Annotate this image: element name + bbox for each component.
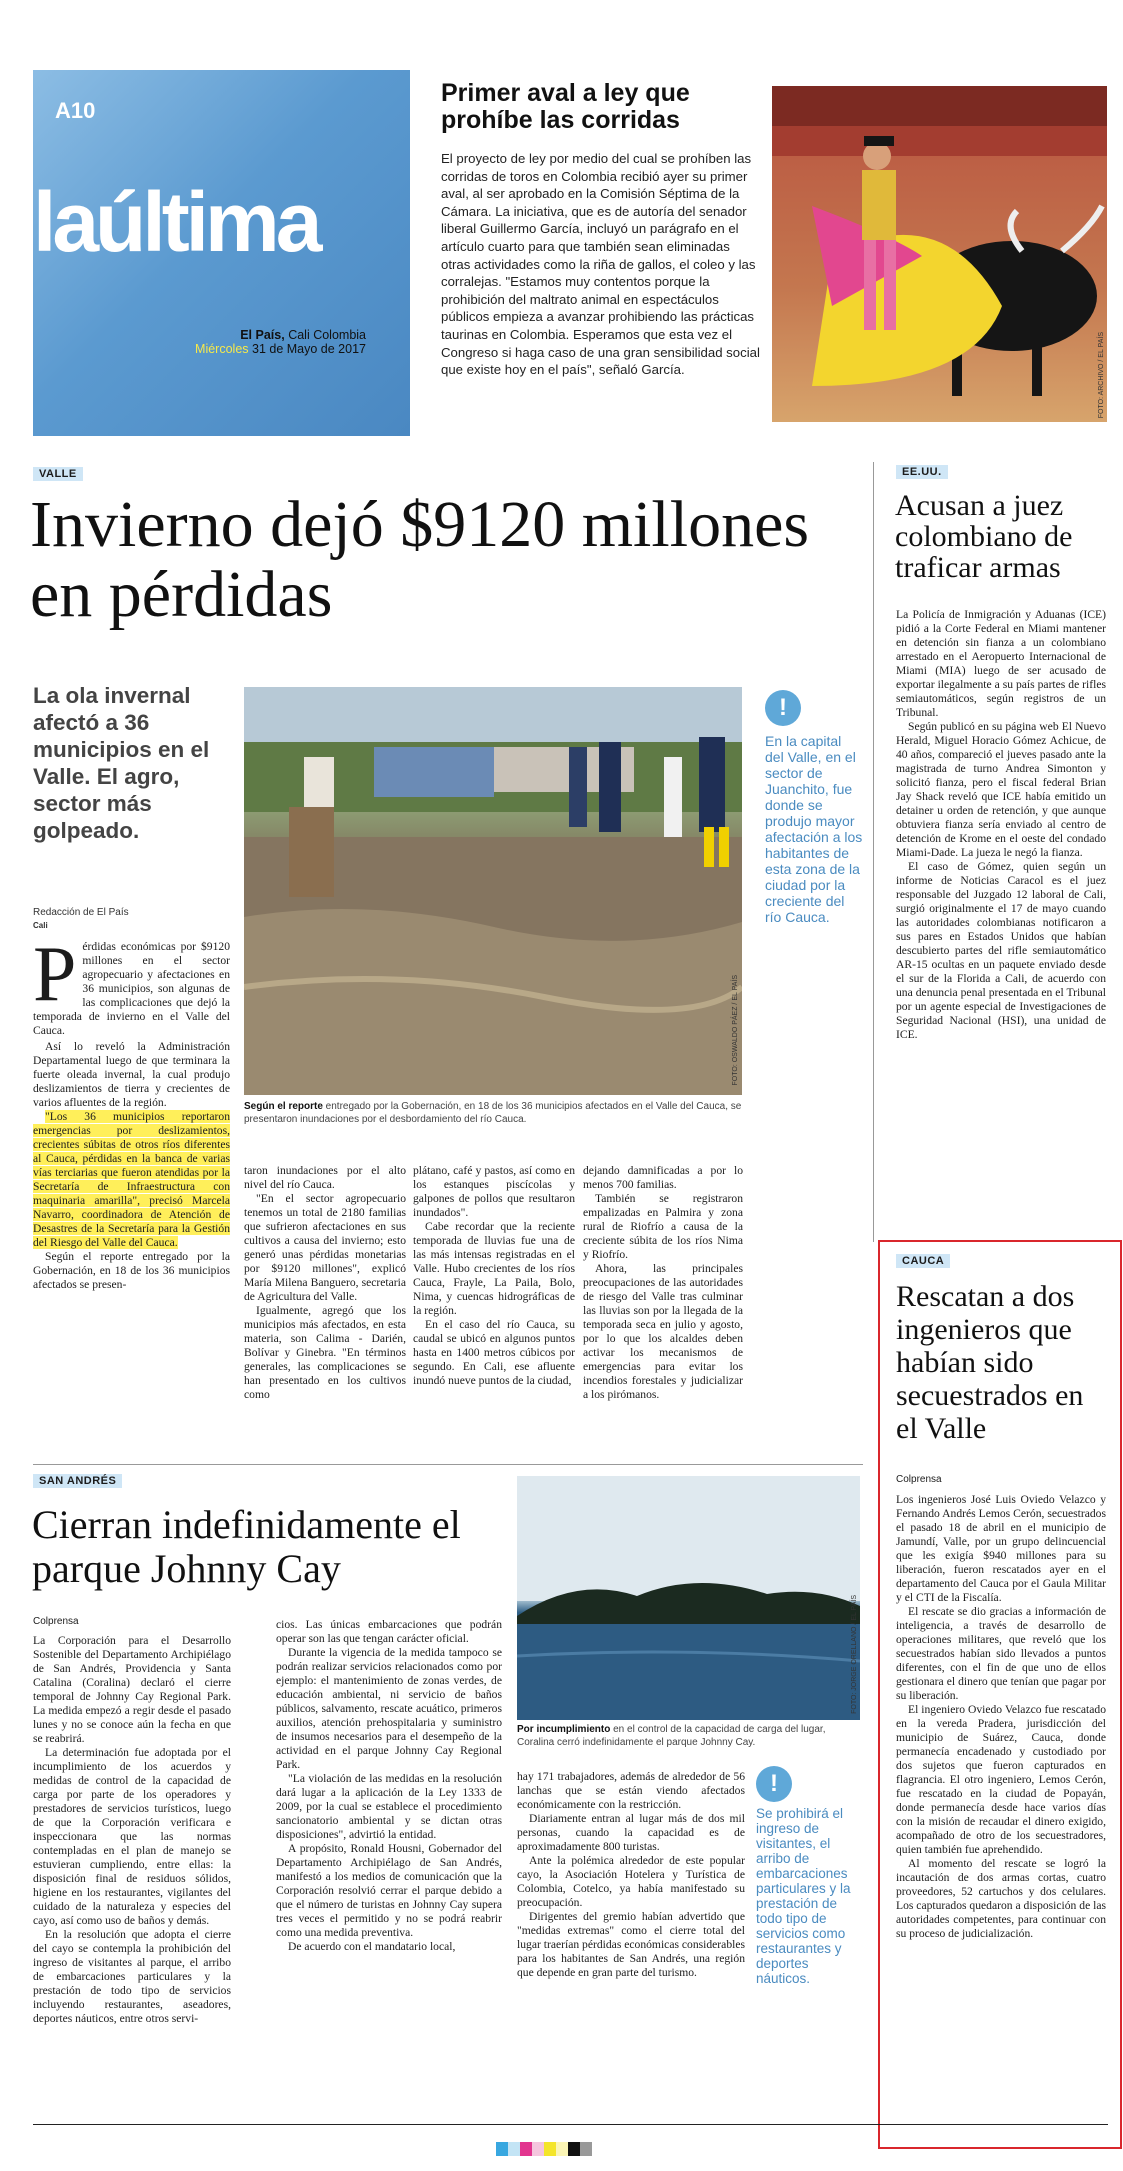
main-col-2 (244, 1164, 406, 1402)
main-byline (33, 906, 129, 932)
cauca-p3: El ingeniero Oviedo Velazco fue rescatado en la vereda Pradera, jurisdicción del municipio de Suárez, Cauca, donde permanecía encadenado y custodiado por dos sujetos que fueron capturados en flagrancia. El otro ingeniero, Lemos Cerón, fue rescatado en la ciudad de Popayán, donde permanecía desde hace varios días con la misión de recaudar el dinero exigido, acompañado de otro de los secuestradores, quien también fue aprehendido. (896, 1703, 1106, 1856)
main-col4-p1: dejando damnificadas a por lo menos 700 familias. (583, 1164, 743, 1191)
main-col2-p2: "En el sector agropecuario tenemos un total de 2180 familias que sufrieron afectaciones en sus cultivos a causa del invierno; esto generó unas pérdidas monetarias por $9120 millones", explicó María Milena Banguero, secretaria de Agricultura del Valle. (244, 1192, 406, 1303)
right-story-body (896, 608, 1106, 1042)
island-caption-text: en el control de la capacidad de carga del lugar, Coralina cerró indefinidamente el parque Johnny Cay. (517, 1724, 826, 1748)
bottom-col-1 (33, 1634, 231, 2026)
byline-city: Cali (33, 921, 48, 930)
bottom-col2-p3: "La violación de las medidas en la resolución dará lugar a la aplicación de la Ley 1333 de 2009, por la cual se establece el procedimiento sancionatorio ambiental y se dictan otras disposiciones", advirtió la entidad. (276, 1772, 502, 1841)
main-col3-p3: En el caso del río Cauca, su caudal se ubicó en algunos puntos hasta en 1400 metros cúbicos por segundo. En Cali, ese afluente inundó nueve puntos de la ciudad, (413, 1318, 575, 1387)
main-col-1 (33, 940, 230, 1292)
island-photo-caption (517, 1724, 860, 1749)
main-col4-p2: También se registraron empalizadas en Palmira y zona rural de Riofrío a causa de la creciente súbita de los ríos Nima y Riofrío. (583, 1192, 743, 1261)
bottom-col2-p4: A propósito, Ronald Housni, Gobernador del Departamento Archipiélago de San Andrés, manifestó a los medios de comunicación que la Corporación resolvió cerrar el parque debido a que el número de turistas en Johnny Cay supera tres veces el permitido y no se podrá reabrir como una medida preventiva. (276, 1842, 502, 1939)
section-divider (33, 1464, 863, 1465)
bottom-col2-p2: Durante la vigencia de la medida tampoco se podrán realizar servicios relacionados como por ejemplo: el mantenimiento de zonas verdes, de educación ambiental, ni servicio de baños públicos, salvamento, rescate acuático, primeros auxilios, atención prehospitalaria y suministro de insumos necesarios para el desempeño de la actividad en el parque Johnny Cay Regional Park. (276, 1646, 502, 1771)
bottom-col3-p3: Ante la polémica alrededor de este popular cayo, la Asociación Hotelera y Turística de Colombia, Cotelco, ya había manifestado su preocupación. (517, 1854, 745, 1909)
top-story-body: El proyecto de ley por medio del cual se prohíben las corridas de toros en Colombia recibió ayer su primer aval, al ser aprobado en la Comisión Séptima de la Cámara. La iniciativa, que es de autoría del senador liberal Guillermo García, incluyó un parágrafo en el artículo cuarto para que también sean eliminadas otras actividades como la riña de gallos, el coleo y las corralejas. "Estamos muy contentos porque la prohibición del maltrato animal en espectáculos públicos empieza a avanzar prohibiendo las prácticas taurinas en Colombia. Esperamos que esta vez el Congreso si haga caso de una gran sensibilidad social que existe hoy en el país", señaló García. (441, 151, 760, 378)
right-p2: Según publicó en su página web El Nuevo Herald, Miguel Horacio Gómez Achicue, de 40 años, compareció el jueves pasado ante la magistrada de turno Andrea Simonton y solicitó fianza, pero el fiscal federal Brian Jay Shack reveló que ICE había emitido un detainer u orden de retención, y que aunque obtuviera fianza sería enviado al centro de detención de Krome en el oeste del condado Miami-Dade. La jueza le negó la fianza. (896, 720, 1106, 859)
city: Cali Colombia (288, 328, 366, 342)
bottom-col3-p4: Dirigentes del gremio habían advertido que "medidas extremas" como el cierre total del lugar traerían pérdidas económicas considerables para los habitantes de San Andrés, una región que depende en gran parte del turismo. (517, 1910, 745, 1979)
main-col-4 (583, 1164, 743, 1402)
island-photo (517, 1476, 860, 1720)
main-col2-p3: Igualmente, agregó que los municipios más afectados, en esta materia, son Calima - Darién, Bolívar y Ginebra. "En términos generales, las complicaciones se han presentado en los cultivos como (244, 1304, 406, 1401)
byline-name: Redacción de El País (33, 907, 129, 918)
island-caption-bold: Por incumplimiento (517, 1724, 611, 1735)
main-deck: La ola invernal afectó a 36 municipios en el Valle. El agro, sector más golpeado. (33, 683, 210, 843)
bottom-col2-p1: cios. Las únicas embarcaciones que podrán operar son las que tengan carácter oficial. (276, 1618, 502, 1645)
flood-photo-caption (244, 1101, 744, 1126)
cauca-p4: Al momento del rescate se logró la incautación de dos armas cortas, cuatro proveedores, 52 cartuchos y dos celulares. Los capturados quedaron a disposición de las autoridades competentes, para continuar con su proceso de judicialización. (896, 1857, 1106, 1940)
cauca-body (896, 1493, 1106, 1941)
info-icon-bottom: ! (756, 1766, 792, 1802)
bottom-col2-p5: De acuerdo con el mandatario local, (288, 1940, 456, 1953)
flood-side-caption: En la capital del Valle, en el sector de Juanchito, fue donde se produjo mayor afectación a los habitantes de esta zona de la ciudad por la creciente del río Cauca. (765, 733, 863, 925)
flood-caption-text: entregado por la Gobernación, en 18 de los 36 municipios afectados en el Valle del Cauca, se presentaron inundaciones por el desbordamiento del río Cauca. (244, 1101, 742, 1125)
bottom-col3-p2: Diariamente entran al lugar más de dos mil personas, cuando la capacidad es de aproximadamente 800 turistas. (517, 1812, 745, 1853)
masthead-panel (33, 70, 410, 436)
flood-photo-credit: FOTO: OSWALDO PÁEZ / EL PAÍS (732, 974, 739, 1085)
main-col1-p2: Así lo reveló la Administración Departamental luego de que terminara la fuerte oleada invernal, la cual produjo deslizamientos de tierra y crecientes de varios afluentes de la región. (33, 1040, 230, 1109)
cauca-p1: Los ingenieros José Luis Oviedo Velazco y Fernando Andrés Lemos Cerón, secuestrados el pasado 18 de abril en el municipio de Jamundí, Valle, por un grupo delincuencial que les exigía $940 millones para su liberación, fueron rescatados ayer en el departamento del Cauca por el Gaula Militar y el CTI de la Fiscalía. (896, 1493, 1106, 1604)
color-registration-bar (496, 2142, 592, 2156)
bottom-col1-p2: La determinación fue adoptada por el incumplimiento de los acuerdos y medidas de control de la capacidad de carga por parte de los operadores y prestadores de servicios turísticos, luego de que la Corporación verificara e inspeccionara que las normas contempladas en el plan de manejo se estuvieran cumpliendo, entre ellas: la disposición final de residuos sólidos, higiene en los restaurantes, vigilantes del cuidado de la naturaleza y especies del cayo, así como uso de baños y demás. (33, 1746, 231, 1927)
flood-caption-bold: Según el reporte (244, 1101, 323, 1112)
bullfight-photo (772, 86, 1107, 422)
section-tag-eeuu: EE.UU. (896, 465, 948, 479)
section-tag-cauca: CAUCA (896, 1254, 950, 1268)
bottom-col-3 (517, 1770, 745, 1980)
masthead-dateline (195, 328, 366, 356)
section-logo: laúltima (33, 175, 319, 269)
cauca-p2: El rescate se dio gracias a información de inteligencia, a través de desarrollo de operaciones militares, que reveló que los secuestrados habían sido llevados a puntos diferentes, con el fin de que uno de ellos gestionara el dinero que tenían que pagar por su liberación. (896, 1605, 1106, 1702)
section-tag-valle: VALLE (33, 467, 83, 481)
island-illustration (517, 1476, 860, 1720)
section-tag-san-andres: SAN ANDRÉS (33, 1474, 122, 1488)
top-photo-credit: FOTO: ARCHIVO / EL PAÍS (1098, 331, 1105, 418)
info-icon: ! (765, 690, 801, 726)
paper-name: El País, (240, 328, 285, 342)
page-bottom-rule (33, 2124, 1108, 2125)
date: 31 de Mayo de 2017 (252, 342, 366, 356)
column-divider (873, 462, 874, 1242)
bottom-col1-p1: La Corporación para el Desarrollo Sostenible del Departamento Archipiélago de San Andrés, Providencia y Santa Catalina (Coralina) declaró el cierre temporal de Johnny Cay Regional Park. La medida empezó a regir desde el pasado lunes y no se conoce aún la fecha en que se reabrirá. (33, 1634, 231, 1745)
right-p1: La Policía de Inmigración y Aduanas (ICE) pidió a la Corte Federal en Miami mantener en detención sin fianza a un colombiano arrestado en el Aeropuerto Internacional de Miami (MIA) luego de ser acusado de exportar ilegalmente a su país partes de rifles semiautomáticos, según registros de un Tribunal. (896, 608, 1106, 719)
island-side-caption: Se prohibirá el ingreso de visitantes, el arribo de embarcaciones particulares y la prestación de todo tipo de servicios como restaurantes y deportes náuticos. (756, 1806, 851, 1986)
main-col1-p4: Según el reporte entregado por la Gobernación, en 18 de los 36 municipios afectados se presen- (33, 1250, 230, 1291)
flood-illustration (244, 687, 742, 1095)
main-col-3 (413, 1164, 575, 1388)
top-story-headline: Primer aval a ley que prohíbe las corridas (441, 79, 690, 134)
cauca-headline: Rescatan a dos ingenieros que habían sido secuestrados en el Valle (896, 1280, 1084, 1445)
cauca-byline: Colprensa (896, 1474, 942, 1485)
dropcap: P (33, 940, 77, 1017)
island-photo-credit: FOTO: JORGE ORELLANO / EL PAÍS (851, 1595, 858, 1714)
main-col2-p1: taron inundaciones por el alto nivel del río Cauca. (244, 1164, 406, 1191)
main-headline: Invierno dejó $9120 millones en pérdidas (30, 488, 810, 631)
main-col3-p2: Cabe recordar que la reciente temporada de lluvias fue una de las más intensas registradas en el Valle. Hubo crecientes de los ríos Cauca, Frayle, La Paila, Bolo, Nima, y cuencas hidrográficas de la región. (413, 1220, 575, 1317)
bottom-col-2 (276, 1618, 502, 1954)
main-lead: érdidas económicas por $9120 millones en el sector agropecuario y afectaciones en 36 municipios, son algunas de las complicaciones que dejó la temporada de invierno en el Valle del Cauca. (33, 940, 230, 1037)
bullfight-illustration (772, 86, 1107, 422)
main-col3-p1: plátano, café y pastos, así como en los estanques piscícolas y galpones de pollos que resultaron inundados". (413, 1164, 575, 1219)
flood-photo (244, 687, 742, 1095)
bottom-col3-p1: hay 171 trabajadores, además de alrededor de 56 lanchas que se están viendo afectados económicamente con la restricción. (517, 1770, 745, 1811)
right-headline: Acusan a juez colombiano de traficar armas (895, 489, 1073, 584)
page-number: A10 (55, 98, 96, 123)
bottom-byline: Colprensa (33, 1616, 79, 1627)
highlighted-quote: "Los 36 municipios reportaron emergencias por deslizamientos, crecientes súbitas de otros ríos diferentes al Cauca, pérdidas en la banca de varias vías terciarias que fueron atendidas por la Secretaría de Infraestructura con maquinaria amarilla", precisó Marcela Navarro, coordinadora de Atención de Desastres de la Secretaría para la Gestión del Riesgo del Valle del Cauca. (33, 1110, 230, 1249)
bottom-headline: Cierran indefinidamente el parque Johnny Cay (32, 1502, 461, 1591)
bottom-col1-p3: En la resolución que adopta el cierre del cayo se contempla la prohibición del ingreso de visitantes al parque, el arribo de embarcaciones particulares y la prestación de todo tipo de servicios incluyendo restaurantes, aseadores, deportes náuticos, entre otros servi- (33, 1928, 231, 2025)
main-col4-p3: Ahora, las principales preocupaciones de las autoridades de riesgo del Valle tras culminar las lluvias son por la llegada de la temporada seca en julio y agosto, por lo que los alcaldes deben activar los mecanismos de emergencias para evitar los incendios forestales y judicializar a los pirómanos. (583, 1262, 743, 1401)
right-p3: El caso de Gómez, quien según un informe de Noticias Caracol es el juez responsable del Juzgado 12 laboral de Cali, surgió originalmente el 17 de mayo cuando las autoridades colombianas notificaron a sus pares en Estados Unidos que habían descubierto partes del rifle semiautomático AR-15 ocultas en un paquete enviado desde el sur de la Florida a Cali, de acuerdo con una denuncia penal presentada en el Tribunal por un agente especial de Investigaciones de Seguridad Nacional (HSI), una unidad de ICE. (896, 860, 1106, 1041)
weekday: Miércoles (195, 342, 249, 356)
